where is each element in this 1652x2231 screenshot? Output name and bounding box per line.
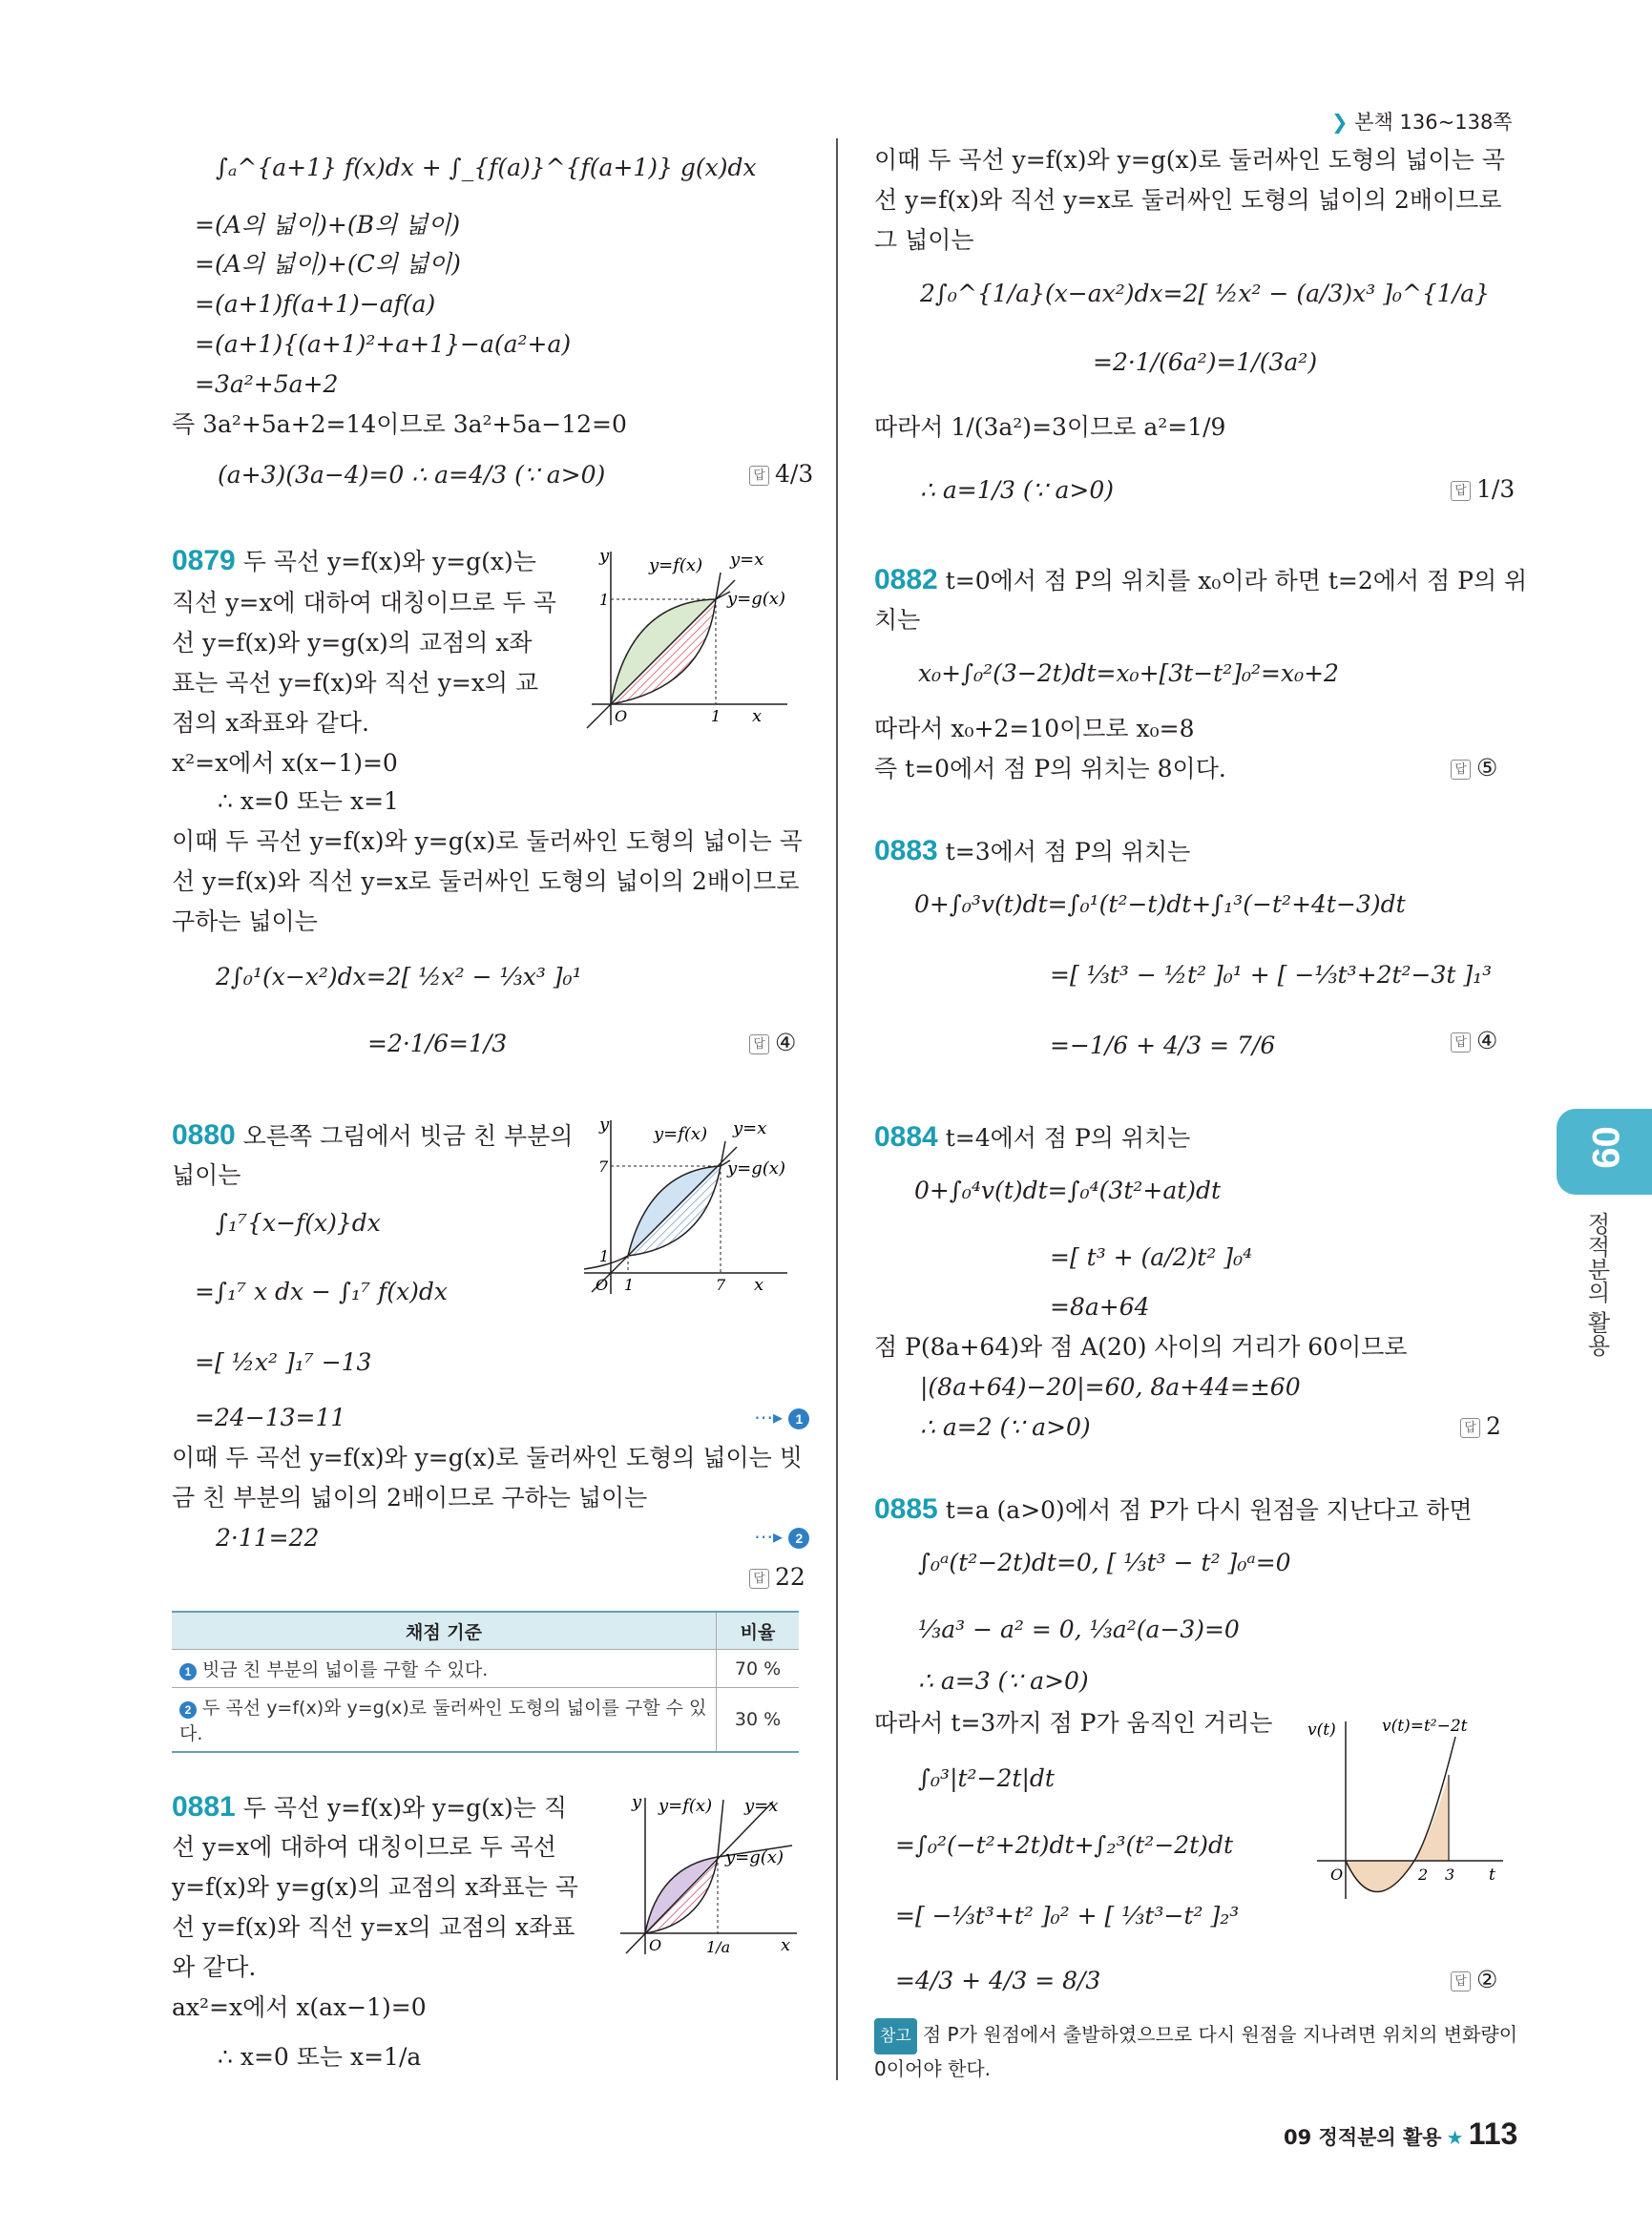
label-three: 3 — [1445, 1866, 1455, 1884]
label-g: y=g(x) — [727, 1158, 785, 1178]
text-line: 이때 두 곡선 y=f(x)와 y=g(x)로 둘러싸인 도형의 넓이는 곡 — [874, 146, 1505, 174]
answer-icon: 답 — [1451, 760, 1471, 780]
math-line: ⅓a³ − a² = 0, ⅓a²(a−3)=0 — [918, 1616, 1240, 1643]
problem-number: 0881 — [172, 1791, 236, 1823]
label-seven: 7 — [598, 1157, 609, 1176]
label-y: y — [599, 546, 610, 566]
answer-icon: 답 — [1451, 1971, 1471, 1991]
label-f: y=f(x) — [649, 555, 703, 575]
math-line: =8a+64 — [1050, 1293, 1150, 1321]
graph-0880 — [573, 1113, 811, 1303]
answer-icon: 답 — [1460, 1418, 1480, 1438]
table-header: 채점 기준 — [172, 1612, 717, 1650]
math-line: =[ ½x² ]₁⁷ −13 — [195, 1348, 372, 1376]
region-pos — [1414, 1775, 1449, 1861]
text-line: 선 y=x에 대하여 대칭이므로 두 곡선 — [172, 1833, 556, 1861]
label-eq: v(t)=t²−2t — [1382, 1717, 1468, 1736]
math-line: =[ t³ + (a/2)t² ]₀⁴ — [1050, 1243, 1253, 1271]
text-line: 넓이는 — [172, 1161, 241, 1189]
text-line: 따라서 x₀+2=10이므로 x₀=8 — [874, 715, 1195, 742]
chapter-tab: 09 — [1557, 1109, 1652, 1195]
label-v: v(t) — [1307, 1720, 1336, 1740]
line-y-eq-x — [587, 580, 735, 728]
math-line: ∴ a=1/3 (∵ a>0) — [920, 476, 1115, 504]
text-line: 구하는 넓이는 — [172, 907, 318, 935]
page-ref: ❯ 본책 136~138쪽 — [1331, 111, 1513, 134]
problem-line: 0883 t=3에서 점 P의 위치는 — [874, 835, 1191, 866]
label-two: 2 — [1418, 1866, 1429, 1884]
answer: 답 ④ — [1451, 1027, 1497, 1054]
chapter-tab-title: 정적분의 활용 — [1583, 1212, 1610, 1357]
page-number: 113 — [1468, 2116, 1518, 2151]
text-line: 즉 t=0에서 점 P의 위치는 8이다. — [874, 755, 1226, 782]
note-tag: 참고 — [874, 2018, 917, 2054]
math-line: 2∫₀¹(x−x²)dx=2[ ½x² − ⅓x³ ]₀¹ — [216, 963, 582, 990]
label-tick: 1/a — [706, 1938, 731, 1956]
math-line: =(a+1)f(a+1)−af(a) — [195, 290, 436, 318]
region-neg — [1346, 1861, 1414, 1892]
answer: 답 2 — [1460, 1412, 1501, 1440]
text-line: 와 같다. — [172, 1953, 257, 1981]
math-line: ∫₀³|t²−2t|dt — [918, 1764, 1055, 1792]
scoring-table — [172, 1611, 799, 1753]
label-origin: O — [649, 1936, 662, 1954]
answer-icon: 답 — [749, 1569, 769, 1589]
text-line: ax²=x에서 x(ax−1)=0 — [172, 1993, 427, 2021]
problem-line: 0879 두 곡선 y=f(x)와 y=g(x)는 — [172, 545, 536, 576]
answer: 답 ④ — [749, 1029, 796, 1056]
problem-number: 0882 — [874, 564, 938, 595]
table-row: 1 빗금 친 부분의 넓이를 구할 수 있다. 70 % — [172, 1650, 799, 1688]
answer: 답 ⑤ — [1451, 754, 1497, 782]
line-y-eq-x — [592, 1147, 737, 1292]
footer — [1284, 2116, 1517, 2152]
text-line: 점 P(8a+64)와 점 A(20) 사이의 거리가 60이므로 — [874, 1333, 1408, 1361]
math-line: =∫₀²(−t²+2t)dt+∫₂³(t²−2t)dt — [895, 1831, 1234, 1859]
math-line: ∫₁⁷{x−f(x)}dx — [216, 1209, 381, 1237]
problem-number: 0884 — [874, 1121, 938, 1153]
label-line: y=x — [730, 550, 764, 570]
answer: 답 4/3 — [749, 460, 813, 488]
text-line: 선 y=f(x)와 y=g(x)의 교점의 x좌 — [172, 629, 533, 657]
math-line: =−1/6 + 4/3 = 7/6 — [1050, 1032, 1276, 1059]
label-g: y=g(x) — [727, 589, 785, 609]
label-g: y=g(x) — [725, 1847, 784, 1867]
label-origin: O — [615, 707, 628, 725]
text-line: x²=x에서 x(x−1)=0 — [172, 749, 398, 777]
label-y: y — [632, 1792, 642, 1812]
math-line: ∫ₐ^{a+1} f(x)dx + ∫_{f(a)}^{f(a+1)} g(x)dx — [216, 154, 757, 181]
label-one: 1 — [599, 591, 610, 609]
math-line: ∴ a=3 (∵ a>0) — [918, 1667, 1089, 1695]
math-line: =[ ⅓t³ − ½t² ]₀¹ + [ −⅓t³+2t²−3t ]₁³ — [1050, 961, 1493, 989]
footer-chapter: 09 정적분의 활용 — [1284, 2126, 1442, 2149]
label-origin: O — [596, 1276, 609, 1294]
problem-line: 0881 두 곡선 y=f(x)와 y=g(x)는 직 — [172, 1791, 568, 1823]
problem-line: 0882 t=0에서 점 P의 위치를 x₀이라 하면 t=2에서 점 P의 위 — [874, 564, 1528, 595]
graph-0881 — [611, 1790, 811, 1971]
label-one: 1 — [599, 1247, 610, 1265]
text-line: y=f(x)와 y=g(x)의 교점의 x좌표는 곡 — [172, 1873, 578, 1901]
math-line: =(A의 넓이)+(C의 넓이) — [195, 250, 461, 278]
column-divider — [836, 138, 838, 2080]
math-line: =3a²+5a+2 — [195, 370, 339, 398]
answer-icon: 답 — [749, 1034, 769, 1054]
text-line: ∴ x=0 또는 x=1/a — [218, 2043, 422, 2071]
text-line: 따라서 1/(3a²)=3이므로 a²=1/9 — [874, 413, 1226, 441]
table-row: 2 두 곡선 y=f(x)와 y=g(x)로 둘러싸인 도형의 넓이를 구할 수 있다. 30 % — [172, 1688, 799, 1753]
math-line: =∫₁⁷ x dx − ∫₁⁷ f(x)dx — [195, 1278, 448, 1305]
label-f: y=f(x) — [659, 1796, 713, 1816]
table-header: 비율 — [717, 1612, 800, 1650]
note-line: 참고 점 P가 원점에서 출발하였으므로 다시 원점을 지나려면 위치의 변화량이 — [874, 2017, 1517, 2054]
text-line: 따라서 t=3까지 점 P가 움직인 거리는 — [874, 1709, 1273, 1737]
text-line: 이때 두 곡선 y=f(x)와 y=g(x)로 둘러싸인 도형의 넓이는 곡 — [172, 827, 803, 855]
text-line: 직선 y=x에 대하여 대칭이므로 두 곡 — [172, 589, 556, 616]
problem-line: 0885 t=a (a>0)에서 점 P가 다시 원점을 지난다고 하면 — [874, 1493, 1473, 1525]
problem-number: 0880 — [172, 1119, 236, 1151]
line-y-eq-x — [626, 1802, 773, 1953]
answer-icon: 답 — [1451, 1032, 1471, 1053]
math-line: 0+∫₀⁴v(t)dt=∫₀⁴(3t²+at)dt — [914, 1177, 1222, 1204]
answer: 답 ② — [1451, 1966, 1497, 1993]
graph-0879 — [573, 544, 811, 735]
text-line: 그 넓이는 — [874, 226, 974, 254]
math-line: =(a+1){(a+1)²+a+1}−a(a²+a) — [195, 330, 572, 358]
step-marker: ⋯▸ 2 — [754, 1525, 809, 1549]
step-marker: ⋯▸ 1 — [754, 1406, 809, 1429]
text-line: 선 y=f(x)와 직선 y=x로 둘러싸인 도형의 넓이의 2배이므로 — [172, 867, 800, 895]
text-line: 표는 곡선 y=f(x)와 직선 y=x의 교 — [172, 669, 539, 697]
text-line: 금 친 부분의 넓이의 2배이므로 구하는 넓이는 — [172, 1484, 648, 1512]
label-x: x — [752, 706, 763, 726]
label-seven: 7 — [716, 1276, 726, 1294]
answer-icon: 답 — [749, 466, 769, 486]
math-line: =2·1/(6a²)=1/(3a²) — [1093, 348, 1318, 376]
label-f: y=f(x) — [654, 1124, 708, 1144]
answer: 답 1/3 — [1451, 475, 1515, 503]
math-line: =(A의 넓이)+(B의 넓이) — [195, 211, 461, 239]
label-line: y=x — [733, 1118, 767, 1138]
label-t: t — [1489, 1866, 1495, 1885]
math-line: |(8a+64)−20|=60, 8a+44=±60 — [920, 1373, 1301, 1401]
math-line: =[ −⅓t³+t² ]₀² + [ ⅓t³−t² ]₂³ — [895, 1902, 1240, 1929]
math-line: ∴ a=2 (∵ a>0) — [920, 1413, 1091, 1441]
star-icon: ★ — [1446, 2126, 1464, 2149]
note-line: 0이어야 한다. — [874, 2057, 992, 2080]
math-line: =4/3 + 4/3 = 8/3 — [895, 1967, 1101, 1994]
label-line: y=x — [744, 1796, 779, 1816]
problem-number: 0879 — [172, 545, 236, 576]
arrow-right-icon: ❯ — [1331, 111, 1349, 134]
text-line: 이때 두 곡선 y=f(x)와 y=g(x)로 둘러싸인 도형의 넓이는 빗 — [172, 1444, 803, 1471]
problem-number: 0883 — [874, 835, 938, 866]
label-origin: O — [1330, 1866, 1344, 1884]
label-one: 1 — [624, 1276, 635, 1294]
text-line: 즉 3a²+5a+2=14이므로 3a²+5a−12=0 — [172, 410, 627, 438]
math-line: =2·1/6=1/3 — [367, 1030, 508, 1057]
math-line: =24−13=11 — [195, 1404, 346, 1431]
label-x: x — [754, 1275, 764, 1295]
math-line: 2∫₀^{1/a}(x−ax²)dx=2[ ½x² − (a/3)x³ ]₀^{1/a} — [920, 280, 1490, 307]
math-line: 0+∫₀³v(t)dt=∫₀¹(t²−t)dt+∫₁³(−t²+4t−3)dt — [914, 890, 1406, 918]
text-line: 선 y=f(x)와 직선 y=x로 둘러싸인 도형의 넓이의 2배이므로 — [874, 186, 1502, 214]
label-y: y — [599, 1115, 610, 1135]
problem-line: 0884 t=4에서 점 P의 위치는 — [874, 1121, 1191, 1153]
math-line: ∫₀ᵃ(t²−2t)dt=0, [ ⅓t³ − t² ]₀ᵃ=0 — [918, 1549, 1291, 1576]
answer-icon: 답 — [1451, 481, 1471, 501]
text-line: ∴ x=0 또는 x=1 — [218, 787, 399, 815]
problem-number: 0885 — [874, 1493, 938, 1525]
math-line: (a+3)(3a−4)=0 ∴ a=4/3 (∵ a>0) — [218, 461, 606, 489]
text-line: 점의 x좌표와 같다. — [172, 709, 369, 737]
answer: 답 22 — [749, 1563, 805, 1591]
math-line: 2·11=22 — [216, 1524, 320, 1552]
text-line: 선 y=f(x)와 직선 y=x의 교점의 x좌표 — [172, 1913, 575, 1941]
label-one: 1 — [711, 707, 721, 725]
graph-0885 — [1307, 1708, 1513, 1908]
text-line: 치는 — [874, 606, 921, 634]
problem-line: 0880 오른쪽 그림에서 빗금 친 부분의 — [172, 1119, 574, 1151]
math-line: x₀+∫₀²(3−2t)dt=x₀+[3t−t²]₀²=x₀+2 — [918, 659, 1339, 687]
label-x: x — [781, 1935, 791, 1955]
